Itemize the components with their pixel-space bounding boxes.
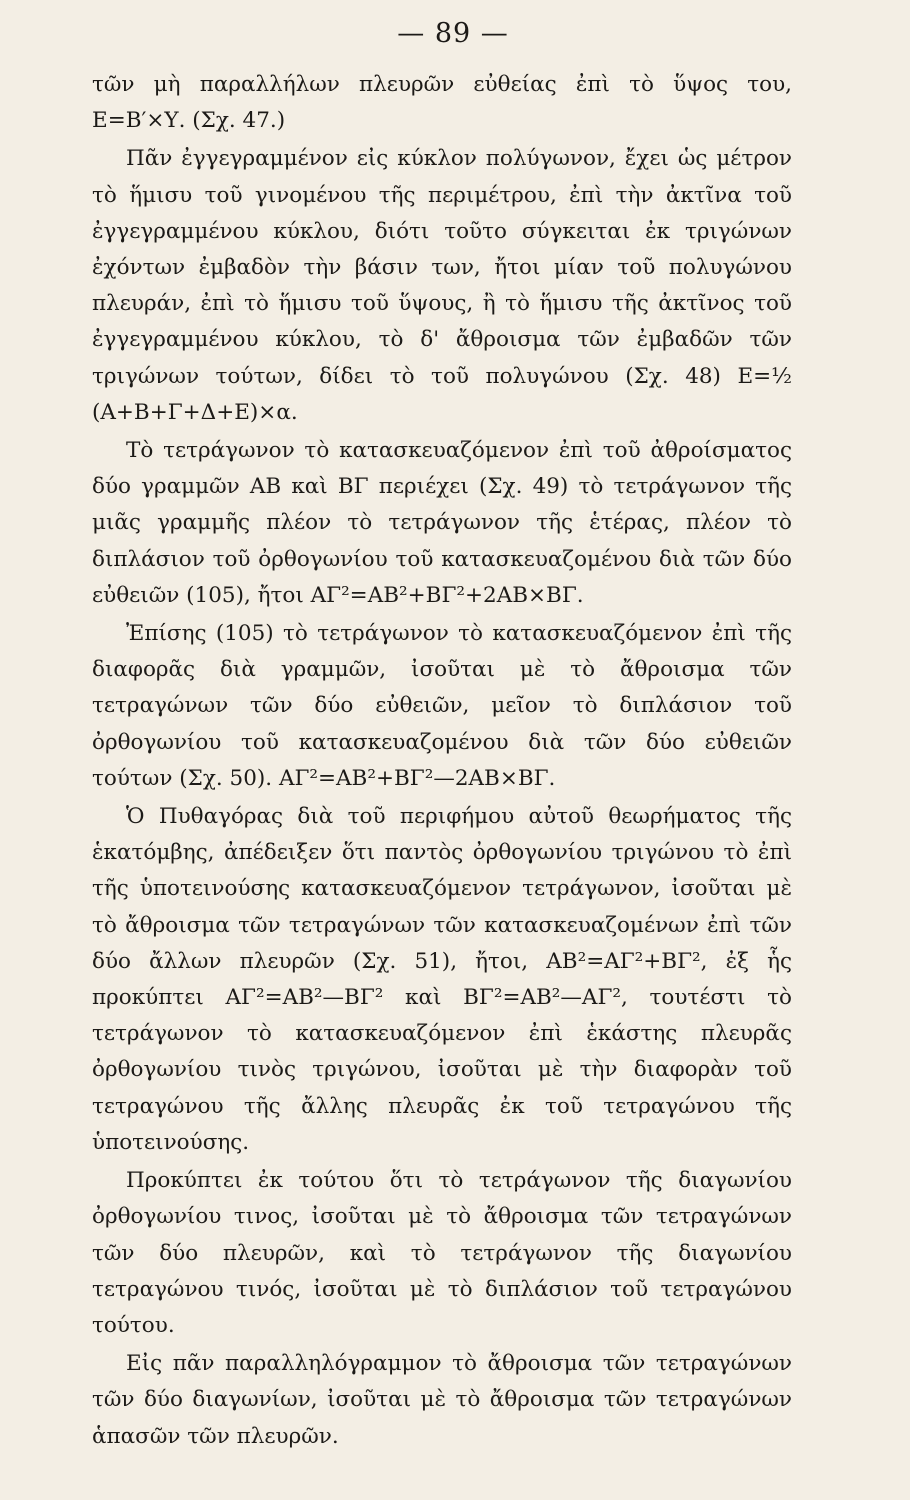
paragraph-parallelogram: Εἰς πᾶν παραλληλόγραμμον τὸ ἄθροισμα τῶν τετραγώνων τῶν δύο διαγωνίων, ἰσοῦται μὲ τὸ ἄθροισμα τῶν τετραγώνων ἁπασῶν τῶν πλευρῶν. [92,1351,792,1449]
page-number: — 89 — [397,18,509,49]
paragraph-square-of-difference: Ἐπίσης (105) τὸ τετράγωνον τὸ κατασκευαζόμενον ἐπὶ τῆς διαφορᾶς διὰ γραμμῶν, ἰσοῦται μὲ τὸ ἄθροισμα τῶν τετραγώνων τῶν δύο εὐθειῶν, μεῖον τὸ διπλάσιον τοῦ ὀρθογωνίου τοῦ κατασκευαζομένου διὰ τῶν δύο εὐθειῶν τούτων (Σχ. 50). ΑΓ²=ΑΒ²+ΒΓ²—2ΑΒ×ΒΓ. [92,621,792,791]
paragraph-pythagoras: Ὁ Πυθαγόρας διὰ τοῦ περιφήμου αὐτοῦ θεωρήματος τῆς ἑκατόμβης, ἀπέδειξεν ὅτι παντὸς ὀρθογωνίου τριγώνου τὸ ἐπὶ τῆς ὑποτεινούσης κατασκευαζόμενον τετράγωνον, ἰσοῦται μὲ τὸ ἄθροισμα τῶν τετραγώνων τῶν κατασκευαζομένων ἐπὶ τῶν δύο ἄλλων πλευρῶν (Σχ. 51), ἤτοι, ΑΒ²=ΑΓ²+ΒΓ², ἐξ ἧς προκύπτει ΑΓ²=ΑΒ²—ΒΓ² καὶ ΒΓ²=ΑΒ²—ΑΓ², τουτέστι τὸ τετράγωνον τὸ κατασκευαζόμενον ἐπὶ ἑκάστης πλευρᾶς ὀρθογωνίου τινὸς τριγώνου, ἰσοῦται μὲ τὴν διαφορὰν τοῦ τετραγώνου τῆς ἄλλης πλευρᾶς ἐκ τοῦ τετραγώνου τῆς ὑποτεινούσης. [92,804,792,1155]
paragraph-diagonal: Προκύπτει ἐκ τούτου ὅτι τὸ τετράγωνον τῆς διαγωνίου ὀρθογωνίου τινος, ἰσοῦται μὲ τὸ ἄθροισμα τῶν τετραγώνων τῶν δύο πλευρῶν, καὶ τὸ τετράγωνον τῆς διαγωνίου τετραγώνου τινός, ἰσοῦται μὲ τὸ διπλάσιον τοῦ τετραγώνου τούτου. [92,1168,792,1338]
paragraph-continuation: τῶν μὴ παραλλήλων πλευρῶν εὐθείας ἐπὶ τὸ ὕψος του, Ε=Β′×Υ. (Σχ. 47.) [92,72,792,134]
paragraph-inscribed-polygon: Πᾶν ἐγγεγραμμένον εἰς κύκλον πολύγωνον, ἔχει ὡς μέτρον τὸ ἥμισυ τοῦ γινομένου τῆς περιμέτρου, ἐπὶ τὴν ἀκτῖνα τοῦ ἐγγεγραμμένου κύκλου, διότι τοῦτο σύγκειται ἐκ τριγώνων ἐχόντων ἐμβαδὸν τὴν βάσιν των, ἤτοι μίαν τοῦ πολυγώνου πλευράν, ἐπὶ τὸ ἥμισυ τοῦ ὕψους, ἢ τὸ ἥμισυ τῆς ἀκτῖνος τοῦ ἐγγεγραμμένου κύκλου, τὸ δ' ἄθροισμα τῶν ἐμβαδῶν τῶν τριγώνων τούτων, δίδει τὸ τοῦ πολυγώνου (Σχ. 48) Ε=½ (Α+Β+Γ+Δ+Ε)×α. [92,146,792,425]
paragraph-square-of-sum: Τὸ τετράγωνον τὸ κατασκευαζόμενον ἐπὶ τοῦ ἀθροίσματος δύο γραμμῶν ΑΒ καὶ ΒΓ περιέχει (Σχ. 49) τὸ τετράγωνον τῆς μιᾶς γραμμῆς πλέον τὸ τετράγωνον τῆς ἑτέρας, πλέον τὸ διπλάσιον τοῦ ὀρθογωνίου τοῦ κατασκευαζομένου διὰ τῶν δύο εὐθειῶν (105), ἤτοι ΑΓ²=ΑΒ²+ΒΓ²+2ΑΒ×ΒΓ. [92,438,792,608]
